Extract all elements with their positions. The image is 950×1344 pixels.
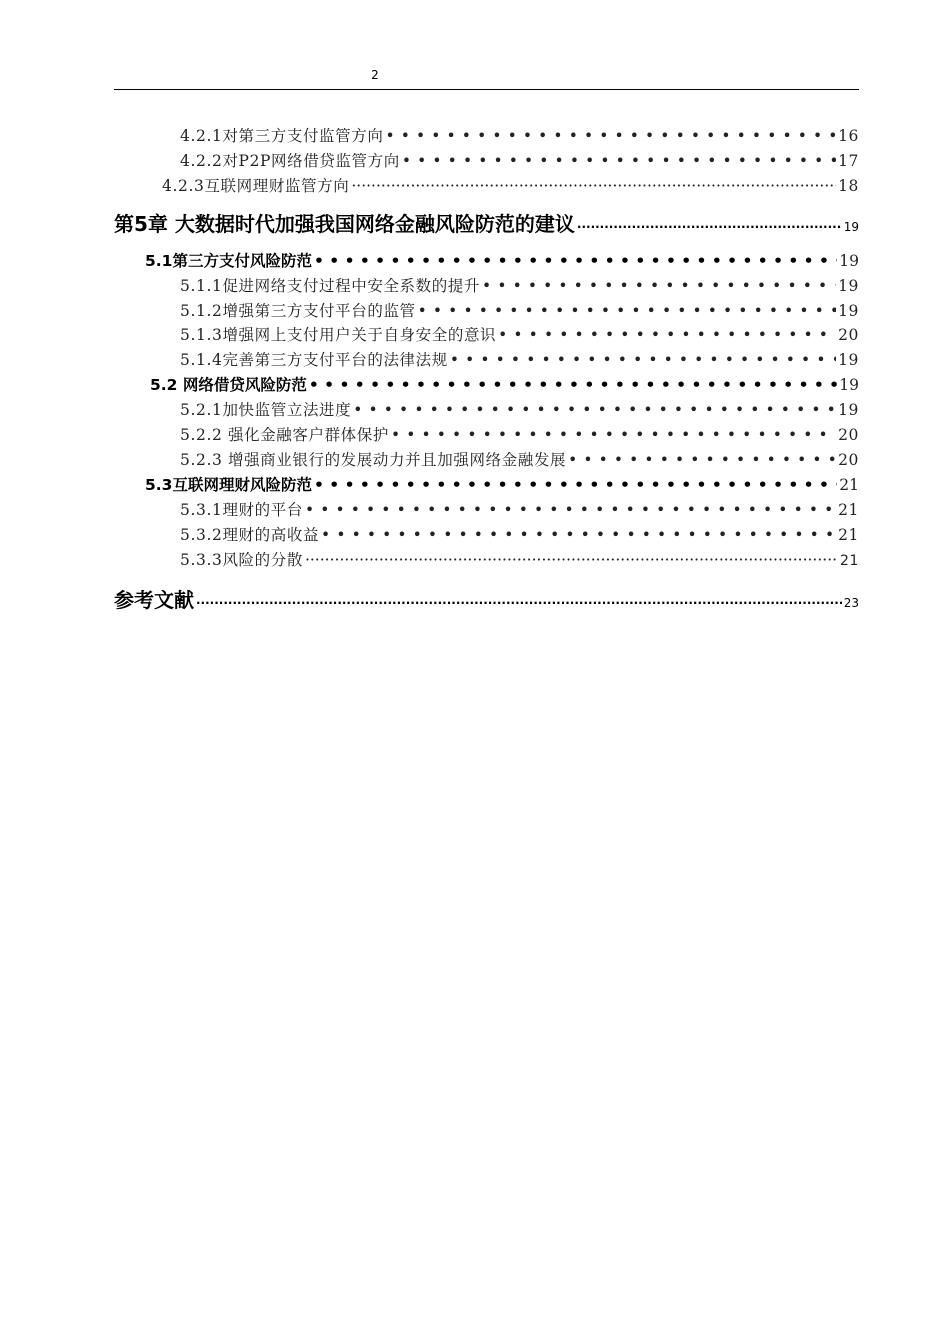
toc-leader-dots: [314, 478, 837, 494]
toc-entry-5-2-1[interactable]: [180, 403, 859, 419]
header-rule: [114, 89, 859, 90]
toc-entry-title: 5.2 网络借贷风险防范: [150, 376, 307, 394]
toc-entry-page: 19: [838, 277, 859, 295]
toc-entry-5-1-1[interactable]: [180, 279, 859, 295]
toc-leader-dots: [385, 129, 836, 145]
toc-entry-5-1-4[interactable]: [180, 353, 859, 369]
toc-entry-5-3-1[interactable]: [180, 503, 859, 519]
toc-entry-page: 16: [838, 127, 859, 145]
toc-entry-page: 21: [838, 526, 859, 544]
toc-entry-title: 5.2.1加快监管立法进度: [180, 401, 352, 419]
toc-entry-page: 18: [838, 177, 859, 195]
toc-entry-page: 21: [839, 553, 859, 569]
toc-entry-page: 21: [839, 476, 859, 494]
toc-entry-4-2-2[interactable]: [180, 154, 859, 170]
toc-entry-page: 19: [838, 302, 859, 320]
toc-leader-dots: [402, 154, 836, 170]
toc-entry-5-3-2[interactable]: [180, 528, 859, 544]
toc-entry-page: 19: [838, 401, 859, 419]
toc-entry-5-2-3[interactable]: [180, 453, 859, 469]
page-number: 2: [371, 68, 379, 82]
toc-leader-dots: [351, 179, 836, 195]
toc-leader-dots: [482, 279, 836, 295]
toc-entry-title: 5.3.1理财的平台: [180, 501, 303, 519]
toc-entry-page: 21: [838, 501, 859, 519]
toc-entry-4-2-3[interactable]: [162, 179, 859, 195]
toc-entry-title: 4.2.2对P2P网络借贷监管方向: [180, 152, 400, 170]
toc-leader-dots: [450, 353, 836, 369]
toc-entry-page: 20: [838, 326, 859, 344]
toc-leader-dots: [498, 328, 836, 344]
toc-entry-title: 5.2.3 增强商业银行的发展动力并且加强网络金融发展: [180, 451, 567, 469]
toc-entry-page: 19: [843, 220, 859, 234]
toc-leader-dots: [577, 221, 842, 233]
toc-leader-dots: [314, 254, 837, 270]
toc-entry-5-2[interactable]: [150, 378, 859, 394]
toc-entry-page: 20: [838, 426, 859, 444]
toc-entry-title: 5.1.2增强第三方支付平台的监管: [180, 302, 416, 320]
toc-entry-title: 5.2.2 强化金融客户群体保护: [180, 426, 389, 444]
toc-leader-dots: [568, 453, 836, 469]
toc-entry-5-1[interactable]: [145, 254, 859, 270]
toc-leader-dots: [196, 597, 842, 609]
toc-entry-page: 19: [839, 252, 859, 270]
toc-leader-dots: [309, 378, 837, 394]
toc-entry-title: 5.1第三方支付风险防范: [145, 252, 312, 270]
toc-entry-page: 19: [839, 376, 859, 394]
toc-entry-title: 5.1.4完善第三方支付平台的法律法规: [180, 351, 448, 369]
toc-leader-dots: [418, 304, 836, 320]
toc-leader-dots: [305, 553, 838, 569]
toc-leader-dots: [305, 503, 836, 519]
toc-entry-5-1-3[interactable]: [180, 328, 859, 344]
toc-entry-title: 5.3.2理财的高收益: [180, 526, 320, 544]
toc-entry-title: 5.1.3增强网上支付用户关于自身安全的意识: [180, 326, 497, 344]
toc-entry-page: 23: [843, 596, 859, 610]
toc-entry-5-3[interactable]: [145, 478, 859, 494]
toc-entry-title: 第5章 大数据时代加强我国网络金融风险防范的建议: [114, 212, 575, 236]
toc-leader-dots: [321, 528, 836, 544]
toc-leader-dots: [391, 428, 836, 444]
toc-entry-title: 4.2.1对第三方支付监管方向: [180, 127, 384, 145]
toc-entry-page: 19: [838, 351, 859, 369]
toc-entry-title: 参考文献: [114, 588, 194, 612]
toc-entry-5-2-2[interactable]: [180, 428, 859, 444]
toc-entry-page: 17: [838, 152, 859, 170]
toc-entry-title: 5.3互联网理财风险防范: [145, 476, 312, 494]
toc-entry-title: 4.2.3互联网理财监管方向: [162, 177, 350, 195]
toc-entry-page: 20: [838, 451, 859, 469]
toc-leader-dots: [353, 403, 836, 419]
toc-entry-chapter-5[interactable]: [114, 214, 859, 234]
toc-entry-title: 5.3.3风险的分散: [180, 551, 303, 569]
toc-entry-5-1-2[interactable]: [180, 304, 859, 320]
toc-entry-references[interactable]: [114, 590, 859, 610]
toc-entry-4-2-1[interactable]: [180, 129, 859, 145]
toc-entry-5-3-3[interactable]: [180, 553, 859, 569]
toc-entry-title: 5.1.1促进网络支付过程中安全系数的提升: [180, 277, 481, 295]
